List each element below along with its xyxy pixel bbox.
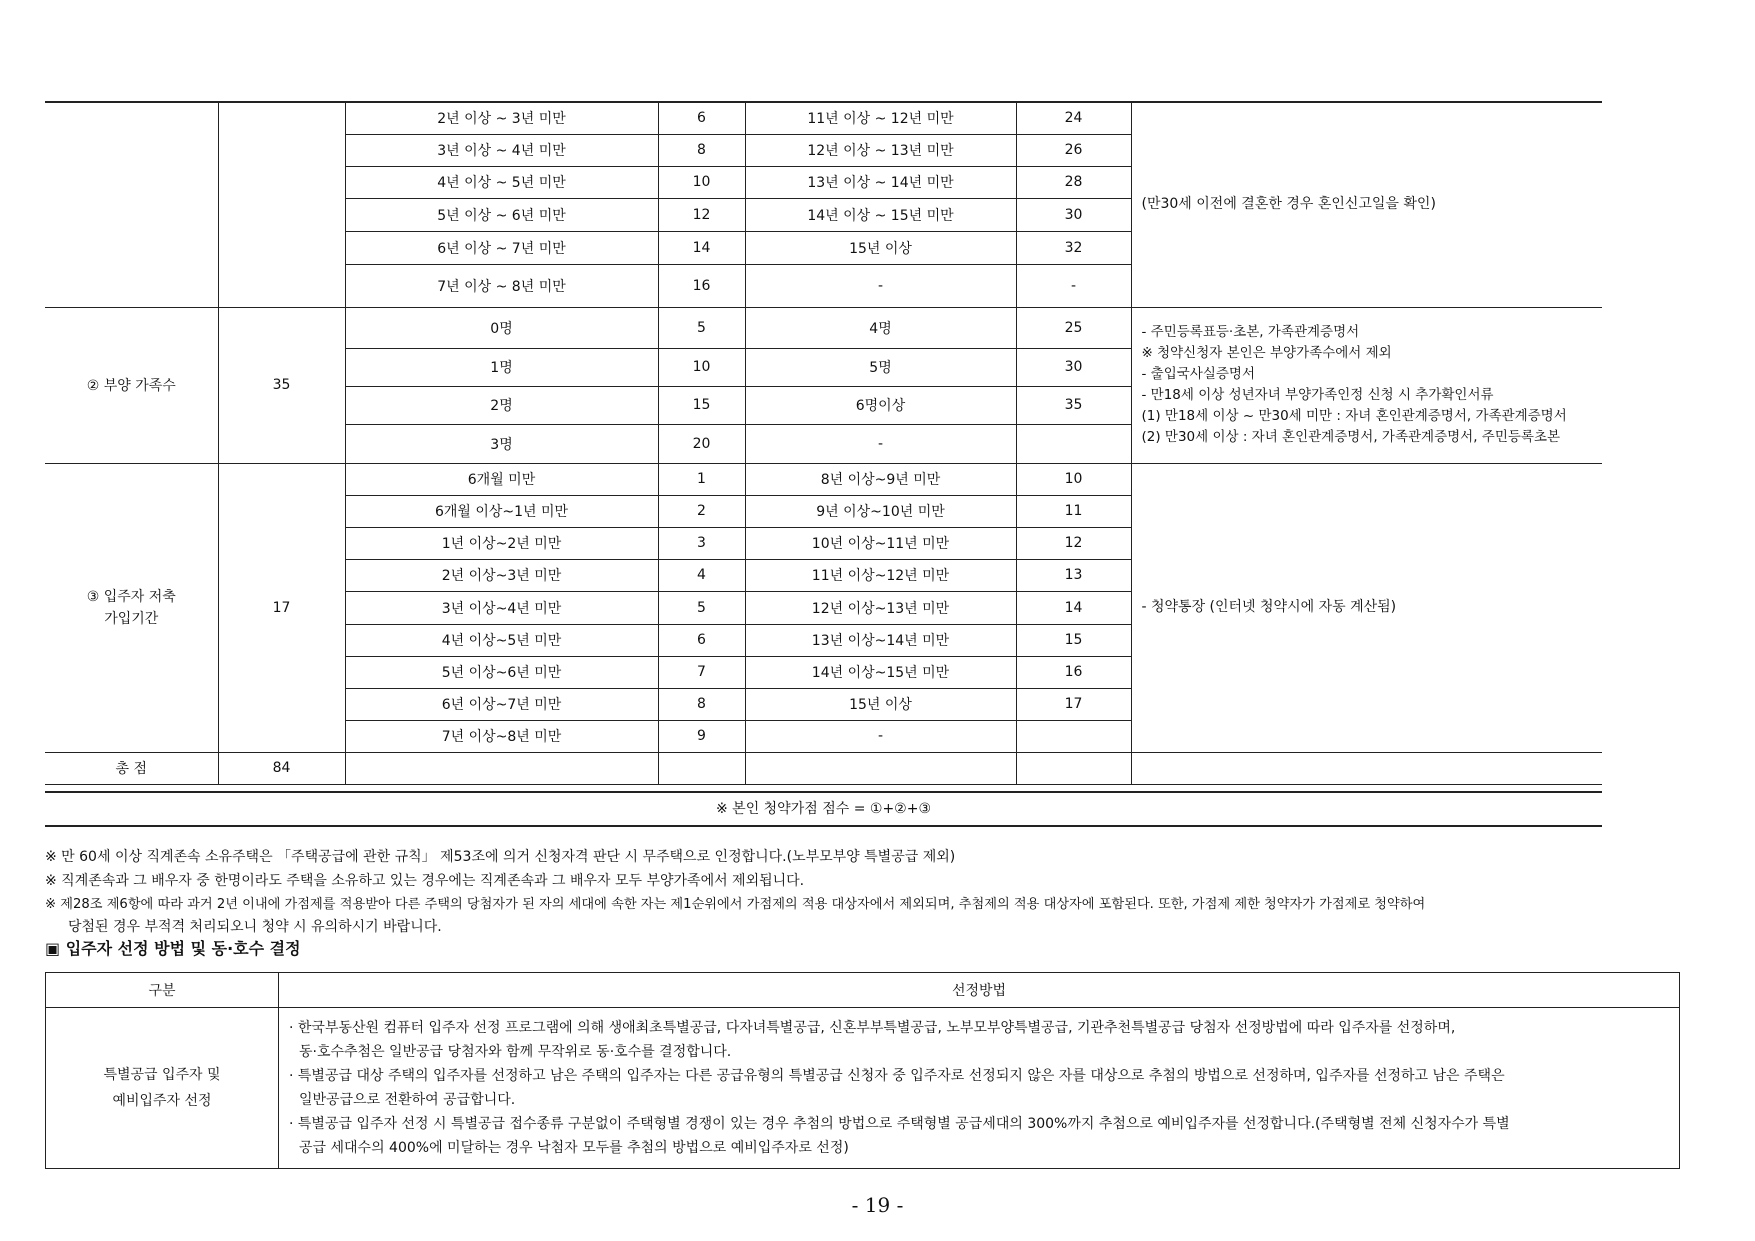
section-title: ▣ 입주자 선정 방법 및 동·호수 결정 — [45, 939, 301, 958]
category-label: 가입기간 — [104, 610, 159, 627]
method-description — [279, 1008, 1680, 1169]
score-cell: 5 — [658, 307, 745, 348]
empty-cell — [1016, 752, 1131, 784]
method-line: 동·호수추첨은 일반공급 당첨자와 함께 무작위로 동·호수를 결정합니다. — [299, 1044, 732, 1060]
range-cell: 9년 이상~10년 미만 — [745, 495, 1016, 527]
range-cell: 11년 이상~12년 미만 — [745, 559, 1016, 591]
range-cell: 15년 이상 — [745, 231, 1016, 264]
range-cell: 4년 이상 ~ 5년 미만 — [345, 166, 658, 198]
score-cell: 20 — [658, 424, 745, 463]
range-cell: 13년 이상~14년 미만 — [745, 624, 1016, 656]
range-cell: 5년 이상~6년 미만 — [345, 656, 658, 688]
range-cell: 2명 — [345, 386, 658, 424]
score-cell: 12 — [1016, 527, 1131, 559]
empty-cell — [658, 752, 745, 784]
range-cell: 6개월 이상~1년 미만 — [345, 495, 658, 527]
range-cell: 0명 — [345, 307, 658, 348]
score-cell: 25 — [1016, 307, 1131, 348]
note-line: - 출입국사실증명서 — [1141, 366, 1255, 382]
score-cell: 12 — [658, 198, 745, 231]
score-cell: 7 — [658, 656, 745, 688]
note-line: 당첨된 경우 부적격 처리되오니 청약 시 유의하시기 바랍니다. — [68, 919, 442, 935]
range-cell: - — [745, 424, 1016, 463]
range-cell: - — [745, 720, 1016, 752]
method-line: · 특별공급 입주자 선정 시 특별공급 접수종류 구분없이 주택형별 경쟁이 있는 경우 추첨의 방법으로 주택형별 공급세대의 300%까지 추첨으로 예비입주자를 선정합니다.(주택형별 전체 신청자수가 특별 — [289, 1116, 1510, 1132]
range-cell: 6명이상 — [745, 386, 1016, 424]
score-formula: ※ 본인 청약가점 점수 = ①+②+③ — [45, 791, 1602, 827]
score-cell: 11 — [1016, 495, 1131, 527]
method-line: · 특별공급 대상 주택의 입주자를 선정하고 남은 주택의 입주자는 다른 공급유형의 특별공급 신청자 중 입주자로 선정되지 않은 자를 대상으로 추첨의 방법으로 선정하며, 입주자를 선정하고 남은 주택은 — [289, 1068, 1505, 1084]
range-cell: 6년 이상~7년 미만 — [345, 688, 658, 720]
row-label-line: 특별공급 입주자 및 — [103, 1067, 221, 1083]
dependents-notes — [1131, 307, 1602, 463]
column-header: 구분 — [46, 973, 279, 1008]
score-cell: 2 — [658, 495, 745, 527]
score-cell: 15 — [1016, 624, 1131, 656]
range-cell: 14년 이상 ~ 15년 미만 — [745, 198, 1016, 231]
score-cell: 32 — [1016, 231, 1131, 264]
empty-cell — [745, 752, 1016, 784]
savings-note: - 청약통장 (인터넷 청약시에 자동 계산됨) — [1131, 463, 1602, 752]
table-header-row — [46, 973, 1680, 1008]
score-cell: 10 — [1016, 463, 1131, 495]
score-cell: - — [1016, 264, 1131, 307]
score-cell: 14 — [658, 231, 745, 264]
score-cell: 1 — [658, 463, 745, 495]
score-cell: 10 — [658, 348, 745, 386]
category-dependents: ② 부양 가족수 — [45, 307, 218, 463]
score-cell: 10 — [658, 166, 745, 198]
score-cell: 17 — [1016, 688, 1131, 720]
range-cell: 1명 — [345, 348, 658, 386]
range-cell: 6년 이상 ~ 7년 미만 — [345, 231, 658, 264]
row-label-line: 예비입주자 선정 — [112, 1093, 212, 1109]
range-cell: 2년 이상~3년 미만 — [345, 559, 658, 591]
range-cell: 8년 이상~9년 미만 — [745, 463, 1016, 495]
table-row — [45, 307, 1602, 348]
score-cell: 14 — [1016, 591, 1131, 624]
range-cell: 7년 이상~8년 미만 — [345, 720, 658, 752]
score-cell: 6 — [658, 624, 745, 656]
score-cell: 26 — [1016, 134, 1131, 166]
note-line: ※ 만 60세 이상 직계존속 소유주택은 「주택공급에 관한 규칙」 제53조에 의거 신청자격 판단 시 무주택으로 인정합니다.(노부모부양 특별공급 제외) — [45, 849, 956, 865]
range-cell: 13년 이상 ~ 14년 미만 — [745, 166, 1016, 198]
range-cell: 5명 — [745, 348, 1016, 386]
note-line: - 만18세 이상 성년자녀 부양가족인정 신청 시 추가확인서류 — [1141, 387, 1494, 403]
max-score-cell: 17 — [218, 463, 345, 752]
note-line: (1) 만18세 이상 ~ 만30세 미만 : 자녀 혼인관계증명서, 가족관계증명서 — [1141, 408, 1567, 424]
range-cell: 15년 이상 — [745, 688, 1016, 720]
range-cell: 3년 이상~4년 미만 — [345, 591, 658, 624]
score-cell: 8 — [658, 688, 745, 720]
column-header: 선정방법 — [279, 973, 1680, 1008]
score-cell: 6 — [658, 102, 745, 134]
total-value: 84 — [218, 752, 345, 784]
range-cell: 4년 이상~5년 미만 — [345, 624, 658, 656]
category-cell — [45, 102, 218, 307]
table-row — [45, 463, 1602, 495]
score-cell — [1016, 424, 1131, 463]
score-cell: 8 — [658, 134, 745, 166]
range-cell: - — [745, 264, 1016, 307]
table-row — [46, 1008, 1680, 1169]
score-cell: 30 — [1016, 198, 1131, 231]
note-line: - 주민등록표등·초본, 가족관계증명서 — [1141, 324, 1360, 340]
score-cell: 15 — [658, 386, 745, 424]
category-label: ③ 입주자 저축 — [86, 588, 176, 605]
score-cell: 28 — [1016, 166, 1131, 198]
score-table — [45, 101, 1602, 785]
score-cell: 3 — [658, 527, 745, 559]
range-cell: 10년 이상~11년 미만 — [745, 527, 1016, 559]
range-cell: 6개월 미만 — [345, 463, 658, 495]
method-line: 공급 세대수의 400%에 미달하는 경우 낙첨자 모두를 추첨의 방법으로 예비입주자로 선정) — [299, 1140, 849, 1156]
max-score-cell: 35 — [218, 307, 345, 463]
score-cell: 4 — [658, 559, 745, 591]
score-cell: 13 — [1016, 559, 1131, 591]
range-cell: 1년 이상~2년 미만 — [345, 527, 658, 559]
score-cell: 16 — [658, 264, 745, 307]
category-savings — [45, 463, 218, 752]
range-cell: 12년 이상 ~ 13년 미만 — [745, 134, 1016, 166]
table-row — [45, 102, 1602, 134]
empty-cell — [345, 752, 658, 784]
row-label — [46, 1008, 279, 1169]
max-score-cell — [218, 102, 345, 307]
score-cell — [1016, 720, 1131, 752]
note-line: ※ 제28조 제6항에 따라 과거 2년 이내에 가점제를 적용받아 다른 주택의 당첨자가 된 자의 세대에 속한 자는 제1순위에서 가점제의 적용 대상자에서 제외되며, 추첨제의 적용 대상자에 포함된다. 또한, 가점제 제한 청약자가 가점제로 청약하여 — [45, 897, 1426, 912]
range-cell: 4명 — [745, 307, 1016, 348]
score-cell: 9 — [658, 720, 745, 752]
range-cell: 3년 이상 ~ 4년 미만 — [345, 134, 658, 166]
note-line: ※ 청약신청자 본인은 부양가족수에서 제외 — [1141, 345, 1392, 361]
range-cell: 5년 이상 ~ 6년 미만 — [345, 198, 658, 231]
selection-method-table — [45, 972, 1680, 1169]
range-cell: 12년 이상~13년 미만 — [745, 591, 1016, 624]
score-cell: 30 — [1016, 348, 1131, 386]
range-cell: 14년 이상~15년 미만 — [745, 656, 1016, 688]
method-line: 일반공급으로 전환하여 공급합니다. — [299, 1092, 516, 1108]
score-cell: 35 — [1016, 386, 1131, 424]
residence-note: (만30세 이전에 결혼한 경우 혼인신고일을 확인) — [1131, 102, 1602, 307]
range-cell: 11년 이상 ~ 12년 미만 — [745, 102, 1016, 134]
range-cell: 2년 이상 ~ 3년 미만 — [345, 102, 658, 134]
empty-cell — [1131, 752, 1602, 784]
note-line: (2) 만30세 이상 : 자녀 혼인관계증명서, 가족관계증명서, 주민등록초본 — [1141, 429, 1561, 445]
score-cell: 16 — [1016, 656, 1131, 688]
range-cell: 7년 이상 ~ 8년 미만 — [345, 264, 658, 307]
total-label: 총 점 — [45, 752, 218, 784]
score-cell: 24 — [1016, 102, 1131, 134]
note-line: ※ 직계존속과 그 배우자 중 한명이라도 주택을 소유하고 있는 경우에는 직계존속과 그 배우자 모두 부양가족에서 제외됩니다. — [45, 873, 805, 889]
range-cell: 3명 — [345, 424, 658, 463]
method-line: · 한국부동산원 컴퓨터 입주자 선정 프로그램에 의해 생애최초특별공급, 다자녀특별공급, 신혼부부특별공급, 노부모부양특별공급, 기관추천특별공급 당첨자 선정방법에 따라 입주자를 선정하며, — [289, 1020, 1456, 1036]
score-cell: 5 — [658, 591, 745, 624]
page-number: - 19 - — [851, 1193, 904, 1217]
total-row — [45, 752, 1602, 784]
